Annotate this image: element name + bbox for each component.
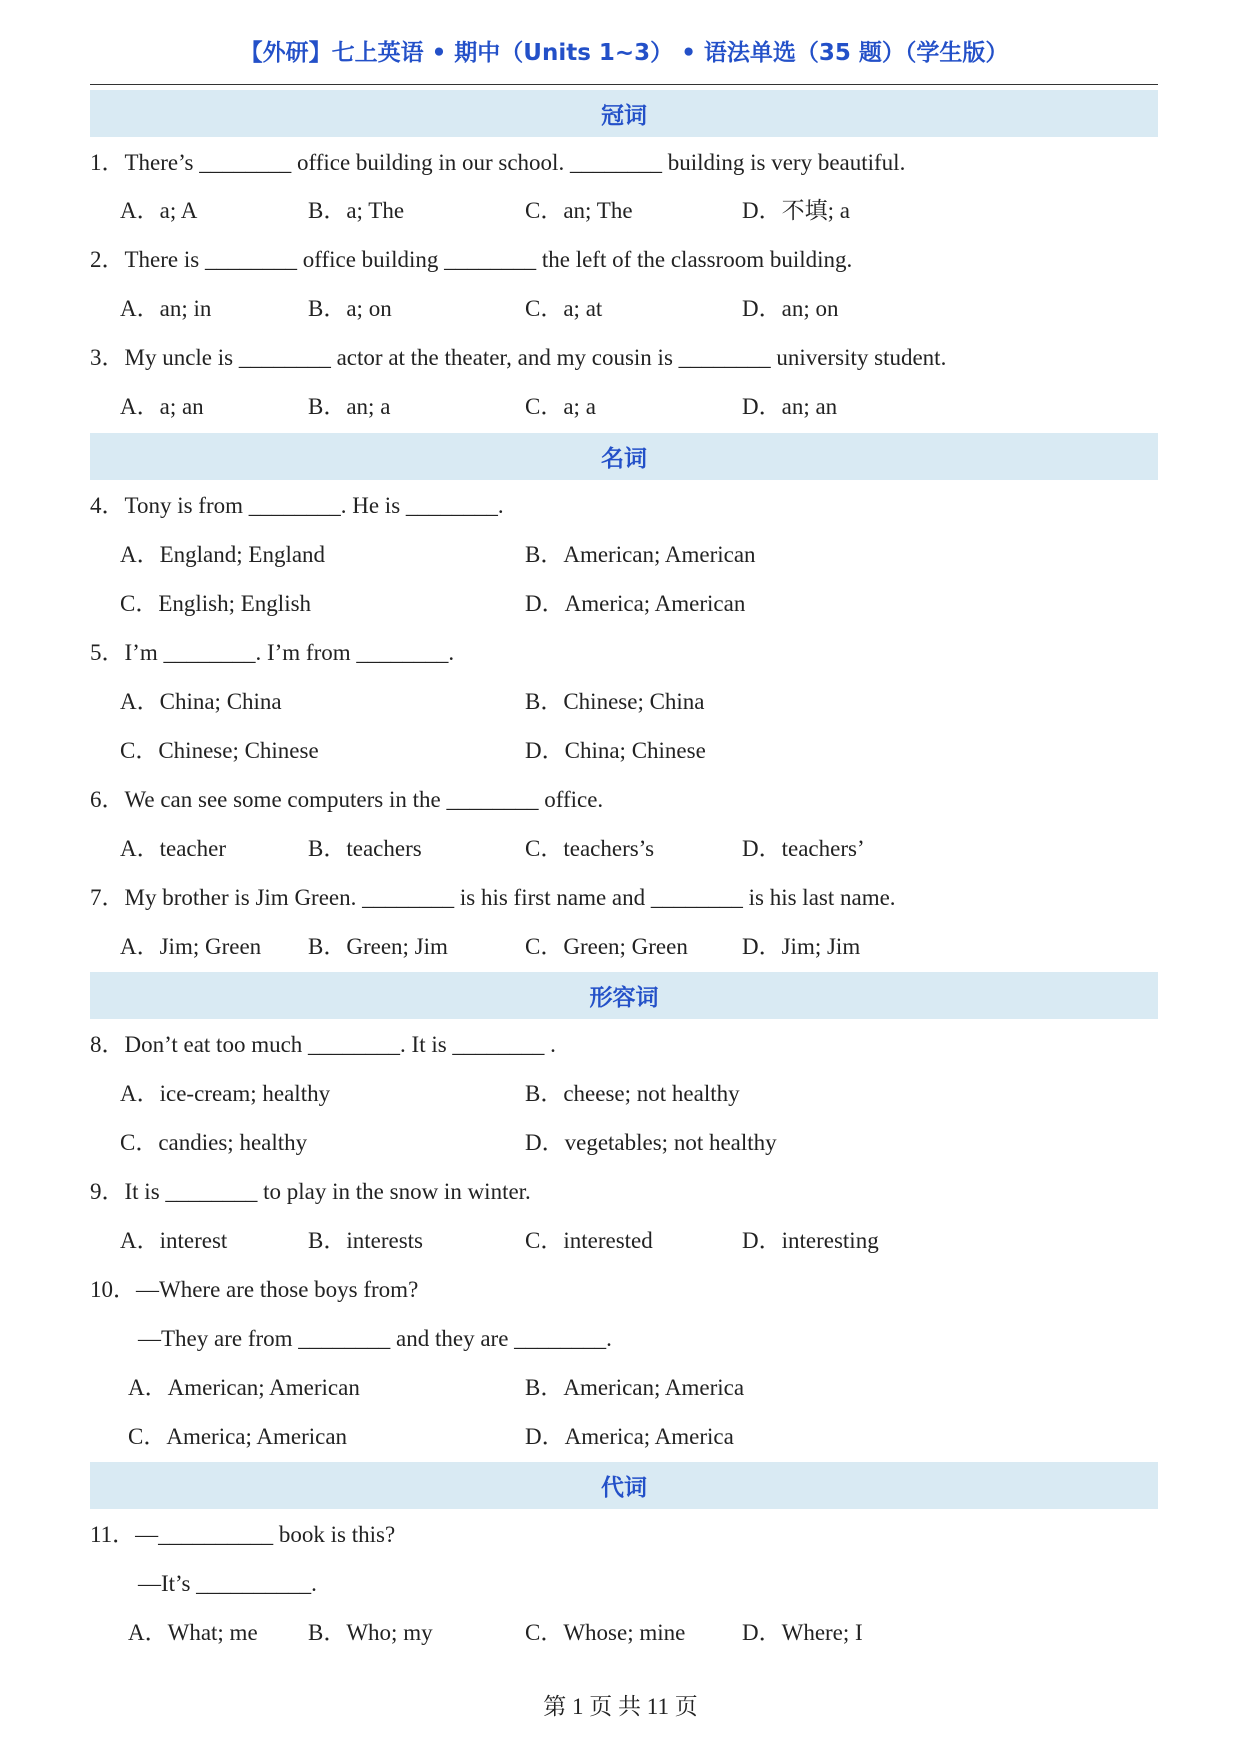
question-11-option-a: A．What; me (128, 1620, 258, 1645)
question-8-option-a: A．ice-cream; healthy (120, 1081, 331, 1106)
question-2-option-c: C．a; at (525, 296, 603, 321)
section-heading-adjectives: 形容词 (90, 972, 1158, 1019)
section-heading-pronouns: 代词 (90, 1462, 1158, 1509)
section-heading-articles: 冠词 (90, 90, 1158, 137)
question-7-option-d: D．Jim; Jim (742, 934, 861, 959)
question-4-option-b: B．American; American (525, 542, 756, 567)
question-5-option-b: B．Chinese; China (525, 689, 705, 714)
question-3-option-d: D．an; an (742, 394, 838, 419)
question-10-option-a: A．American; American (128, 1375, 360, 1400)
question-6-stem: 6．We can see some computers in the ________ office. (90, 787, 604, 812)
question-6-option-d: D．teachers’ (742, 836, 865, 861)
page-number-footer: 第 1 页 共 11 页 (543, 1694, 698, 1719)
question-10-option-c: C．America; American (128, 1424, 348, 1449)
question-6-option-b: B．teachers (308, 836, 422, 861)
question-6-option-a: A．teacher (120, 836, 226, 861)
question-4-option-a: A．England; England (120, 542, 326, 567)
question-1-option-a: A．a; A (120, 198, 198, 223)
question-8-option-d: D．vegetables; not healthy (525, 1130, 777, 1155)
question-9-option-c: C．interested (525, 1228, 653, 1253)
question-9-stem: 9．It is ________ to play in the snow in winter. (90, 1179, 531, 1204)
question-7-stem: 7．My brother is Jim Green. ________ is his first name and ________ is his last name. (90, 885, 896, 910)
question-4-stem: 4．Tony is from ________. He is ________. (90, 493, 504, 518)
question-1-option-b: B．a; The (308, 198, 405, 223)
question-5-stem: 5．I’m ________. I’m from ________. (90, 640, 455, 665)
question-8-option-c: C．candies; healthy (120, 1130, 308, 1155)
question-3-option-a: A．a; an (120, 394, 204, 419)
question-11-option-c: C．Whose; mine (525, 1620, 686, 1645)
question-11-stem: 11．—__________ book is this? (90, 1522, 396, 1547)
question-9-option-b: B．interests (308, 1228, 423, 1253)
question-6-option-c: C．teachers’s (525, 836, 655, 861)
question-1-stem: 1．There’s ________ office building in our school. ________ building is very beautiful. (90, 150, 906, 175)
question-3-stem: 3．My uncle is ________ actor at the theater, and my cousin is ________ university student. (90, 345, 947, 370)
question-7-option-b: B．Green; Jim (308, 934, 448, 959)
question-2-option-d: D．an; on (742, 296, 839, 321)
question-4-option-c: C．English; English (120, 591, 312, 616)
question-7-option-c: C．Green; Green (525, 934, 688, 959)
question-5-option-d: D．China; Chinese (525, 738, 706, 763)
question-9-option-d: D．interesting (742, 1228, 879, 1253)
question-8-option-b: B．cheese; not healthy (525, 1081, 740, 1106)
question-1-option-d: D．不填; a (742, 198, 850, 223)
question-10-stem: 10．—Where are those boys from? (90, 1277, 419, 1302)
question-11-option-b: B．Who; my (308, 1620, 433, 1645)
page-header-title: 【外研】七上英语 • 期中（Units 1~3） • 语法单选（35 题）（学生版） (239, 40, 1009, 66)
header-divider (90, 84, 1158, 85)
question-2-option-a: A．an; in (120, 296, 212, 321)
question-1-option-c: C．an; The (525, 198, 633, 223)
question-10-stem-reply: —They are from ________ and they are ________. (138, 1326, 612, 1351)
question-9-option-a: A．interest (120, 1228, 228, 1253)
question-11-option-d: D．Where; I (742, 1620, 863, 1645)
question-4-option-d: D．America; American (525, 591, 746, 616)
question-10-option-b: B．American; America (525, 1375, 745, 1400)
question-3-option-b: B．an; a (308, 394, 391, 419)
question-7-option-a: A．Jim; Green (120, 934, 262, 959)
question-8-stem: 8．Don’t eat too much ________. It is ________ . (90, 1032, 556, 1057)
section-heading-nouns: 名词 (90, 433, 1158, 480)
question-3-option-c: C．a; a (525, 394, 596, 419)
question-10-option-d: D．America; America (525, 1424, 734, 1449)
question-2-stem: 2．There is ________ office building ________ the left of the classroom building. (90, 247, 853, 272)
question-5-option-a: A．China; China (120, 689, 282, 714)
question-2-option-b: B．a; on (308, 296, 392, 321)
question-11-stem-reply: —It’s __________. (138, 1571, 317, 1596)
question-5-option-c: C．Chinese; Chinese (120, 738, 319, 763)
